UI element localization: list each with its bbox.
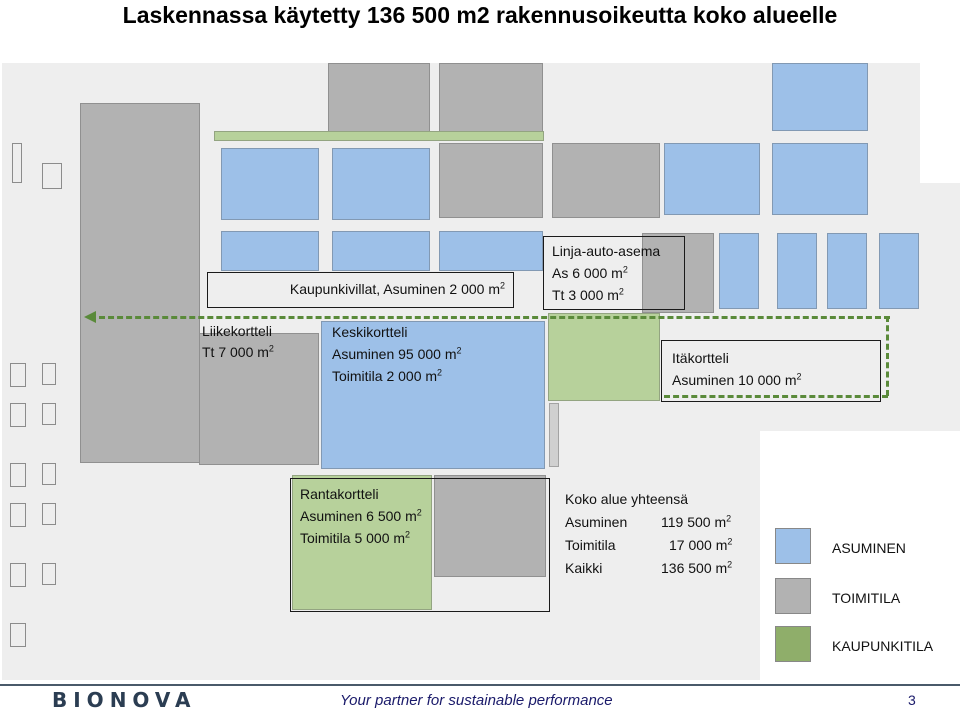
blue-block-1 xyxy=(221,148,319,220)
building-outline xyxy=(10,563,26,587)
building-outline xyxy=(42,163,62,189)
railway-area xyxy=(80,103,200,463)
route-arrow-icon xyxy=(84,310,98,324)
label-liikekortteli: Liikekortteli Tt 7 000 $m^2$ xyxy=(202,323,274,360)
route-line-vertical xyxy=(886,316,889,396)
blue-block-10 xyxy=(777,233,817,309)
label-itakortteli: Itäkortteli Asuminen 10 000 $m^2$ xyxy=(661,340,881,402)
blue-block-8 xyxy=(439,231,543,271)
green-open-space xyxy=(548,313,660,401)
slide-title: Laskennassa käytetty 136 500 m2 rakennusoikeutta koko alueelle xyxy=(122,2,838,28)
building-outline xyxy=(42,503,56,525)
totals-summary xyxy=(565,488,765,580)
totals-row: Toimitila 17 000 $m^2$ xyxy=(565,536,733,553)
legend-swatch xyxy=(775,626,811,662)
building-outline xyxy=(10,503,26,527)
legend-item-asuminen: ASUMINEN xyxy=(775,528,945,568)
building-outline xyxy=(42,363,56,385)
label-linja-auto-asema: Linja-auto-asema As 6 000 $m^2$ Tt 3 000 $m^2$ xyxy=(543,236,685,310)
gray-block-top-2 xyxy=(439,63,543,133)
blue-block-3 xyxy=(664,143,760,215)
blue-block-4 xyxy=(772,143,868,215)
building-outline xyxy=(42,463,56,485)
legend-item-toimitila: TOIMITILA xyxy=(775,578,945,618)
blue-block-11 xyxy=(827,233,867,309)
legend-swatch xyxy=(775,528,811,564)
tagline: Your partner for sustainable performance xyxy=(340,692,613,709)
totals-row: Asuminen 119 500 $m^2$ xyxy=(565,513,732,530)
gray-block-mid-1 xyxy=(439,143,543,218)
green-strip xyxy=(214,131,544,141)
building-outline xyxy=(10,463,26,487)
totals-heading: Koko alue yhteensä xyxy=(565,491,688,507)
sea-area-north xyxy=(920,63,960,183)
blue-block-7 xyxy=(332,231,430,271)
legend-swatch xyxy=(775,578,811,614)
label-rantakortteli: Rantakortteli Asuminen 6 500 $m^2$ Toimitila 5 000 $m^2$ xyxy=(290,478,550,612)
blue-block-5 xyxy=(772,63,868,131)
building-outline xyxy=(42,403,56,425)
blue-block-9 xyxy=(719,233,759,309)
label-kaupunkivillat: Kaupunkivillat, Asuminen 2 000 $m^2$ xyxy=(207,272,514,308)
blue-block-6 xyxy=(221,231,319,271)
label-keskikortteli: Keskikortteli Asuminen 95 000 $m^2$ Toimitila 2 000 $m^2$ xyxy=(332,324,462,384)
bionova-logo: BIONOVA xyxy=(52,688,197,712)
building-outline xyxy=(10,403,26,427)
totals-row: Kaikki 136 500 $m^2$ xyxy=(565,559,733,576)
gray-block-right xyxy=(549,403,559,467)
footer xyxy=(0,684,960,715)
blue-block-2 xyxy=(332,148,430,220)
building-outline xyxy=(10,623,26,647)
legend-item-kaupunkitila: KAUPUNKITILA xyxy=(775,626,945,666)
blue-block-12 xyxy=(879,233,919,309)
building-outline xyxy=(12,143,22,183)
gray-block-mid-2 xyxy=(552,143,660,218)
gray-block-top-1 xyxy=(328,63,430,138)
building-outline xyxy=(10,363,26,387)
page-number: 3 xyxy=(908,692,916,708)
building-outline xyxy=(42,563,56,585)
